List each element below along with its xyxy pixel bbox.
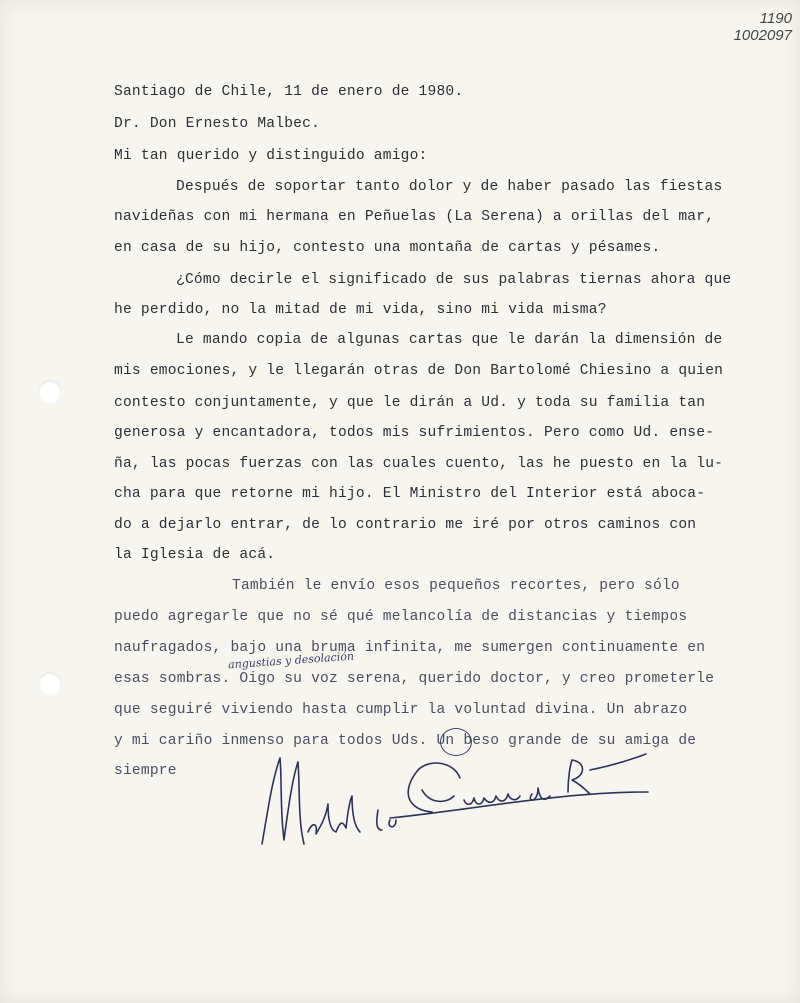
recipient: Dr. Don Ernesto Malbec. (114, 116, 321, 132)
body-line: Después de soportar tanto dolor y de haber pasado las fiestas (176, 179, 723, 195)
body-line: esas sombras. Oigo su voz serena, querido doctor, y creo prometerle (114, 671, 715, 687)
handwritten-insertion: angustias y desolación (227, 649, 355, 672)
body-line: naufragados, bajo una bruma infinita, me sumergen continuamente en (114, 640, 706, 656)
body-line: y mi cariño inmenso para todos Uds. Un beso grande de su amiga de (114, 733, 697, 749)
punch-hole-bottom (38, 672, 62, 696)
body-line: navideñas con mi hermana en Peñuelas (La Serena) a orillas del mar, (114, 209, 715, 225)
body-line: ¿Cómo decirle el significado de sus palabras tiernas ahora que (176, 272, 732, 288)
body-line: puedo agregarle que no sé qué melancolía de distancias y tiempos (114, 609, 688, 625)
body-line: cha para que retorne mi hijo. El Ministro del Interior está aboca- (114, 486, 706, 502)
body-line: que seguiré viviendo hasta cumplir la voluntad divina. Un abrazo (114, 702, 688, 718)
body-line: generosa y encantadora, todos mis sufrimientos. Pero como Ud. ense- (114, 425, 715, 441)
body-line: he perdido, no la mitad de mi vida, sino mi vida misma? (114, 302, 607, 318)
signature (250, 740, 670, 860)
punch-hole-top (38, 380, 62, 404)
body-line: en casa de su hijo, contesto una montaña de cartas y pésames. (114, 240, 661, 256)
archive-code (734, 10, 792, 44)
body-line: También le envío esos pequeños recortes, pero sólo (232, 578, 680, 594)
archive-code-line1: 1190 (759, 10, 792, 27)
body-line: mis emociones, y le llegarán otras de Don Bartolomé Chiesino a quien (114, 363, 724, 379)
place-date: Santiago de Chile, 11 de enero de 1980. (114, 84, 464, 100)
body-line: contesto conjuntamente, y que le dirán a Ud. y toda su familia tan (114, 395, 706, 411)
body-line: Le mando copia de algunas cartas que le darán la dimensión de (176, 332, 723, 348)
archive-code-line2: 1002097 (733, 27, 792, 44)
salutation: Mi tan querido y distinguido amigo: (114, 148, 428, 164)
body-line: do a dejarlo entrar, de lo contrario me iré por otros caminos con (114, 517, 697, 533)
body-line: ña, las pocas fuerzas con las cuales cuento, las he puesto en la lu- (114, 456, 724, 472)
body-line: siempre (114, 763, 177, 779)
body-line: la Iglesia de acá. (114, 547, 276, 563)
